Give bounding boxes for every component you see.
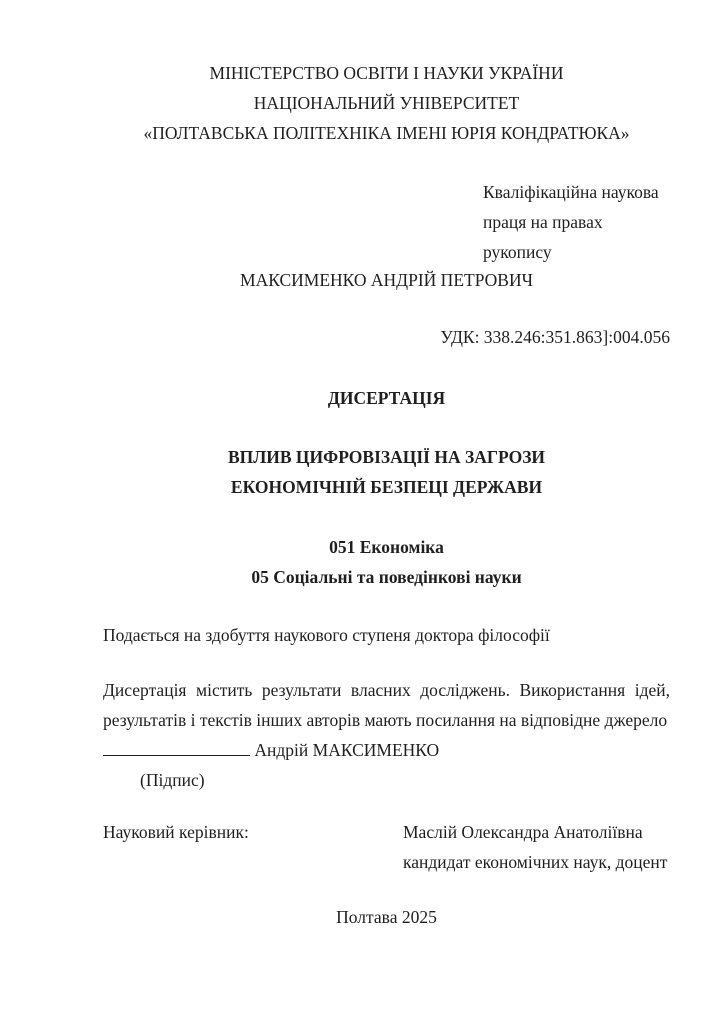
signature-row [103, 735, 670, 765]
supervisor-section [103, 817, 670, 872]
city-year: Полтава 2025 [336, 907, 437, 927]
submission-statement: Подається на здобуття наукового ступеня доктора філософії [103, 625, 550, 645]
signature-caption: (Підпис) [140, 770, 205, 790]
ministry-header [103, 58, 670, 148]
manuscript-note [483, 177, 670, 267]
manuscript-note-line: праця на правах рукопису [483, 212, 603, 262]
supervisor-label: Науковий керівник: [103, 822, 249, 842]
university-name-line: «ПОЛТАВСЬКА ПОЛІТЕХНІКА ІМЕНІ ЮРІЯ КОНДРАТЮКА» [143, 123, 630, 143]
supervisor-details [403, 817, 667, 877]
specialty-field-line: 05 Соціальні та поведінкові науки [251, 567, 522, 587]
supervisor-degree: кандидат економічних наук, доцент [403, 852, 668, 872]
university-line: НАЦІОНАЛЬНИЙ УНІВЕРСИТЕТ [253, 93, 520, 113]
declaration-section [103, 675, 670, 795]
page-content [103, 0, 670, 1024]
udc-code: УДК: 338.246:351.863]:004.056 [440, 327, 670, 347]
dissertation-title [103, 442, 670, 502]
specialty [103, 532, 670, 592]
author-name: МАКСИМЕНКО АНДРІЙ ПЕТРОВИЧ [240, 270, 533, 290]
title-line: ЕКОНОМІЧНІЙ БЕЗПЕЦІ ДЕРЖАВИ [230, 477, 543, 497]
declaration-text: Дисертація містить результати власних досліджень. Використання ідей, результатів і текстів інших авторів мають посилання на відповідне джерело [103, 680, 670, 730]
manuscript-note-line: Кваліфікаційна наукова [483, 182, 659, 202]
document-type-heading: ДИСЕРТАЦІЯ [327, 388, 446, 408]
signature-line [103, 755, 250, 756]
signature-name: Андрій МАКСИМЕНКО [254, 740, 440, 760]
specialty-code-line: 051 Економіка [329, 537, 444, 557]
title-line: ВПЛИВ ЦИФРОВІЗАЦІЇ НА ЗАГРОЗИ [227, 447, 546, 467]
ministry-line: МІНІСТЕРСТВО ОСВІТИ І НАУКИ УКРАЇНИ [209, 63, 564, 83]
supervisor-name: Маслій Олександра Анатоліївна [403, 822, 643, 842]
